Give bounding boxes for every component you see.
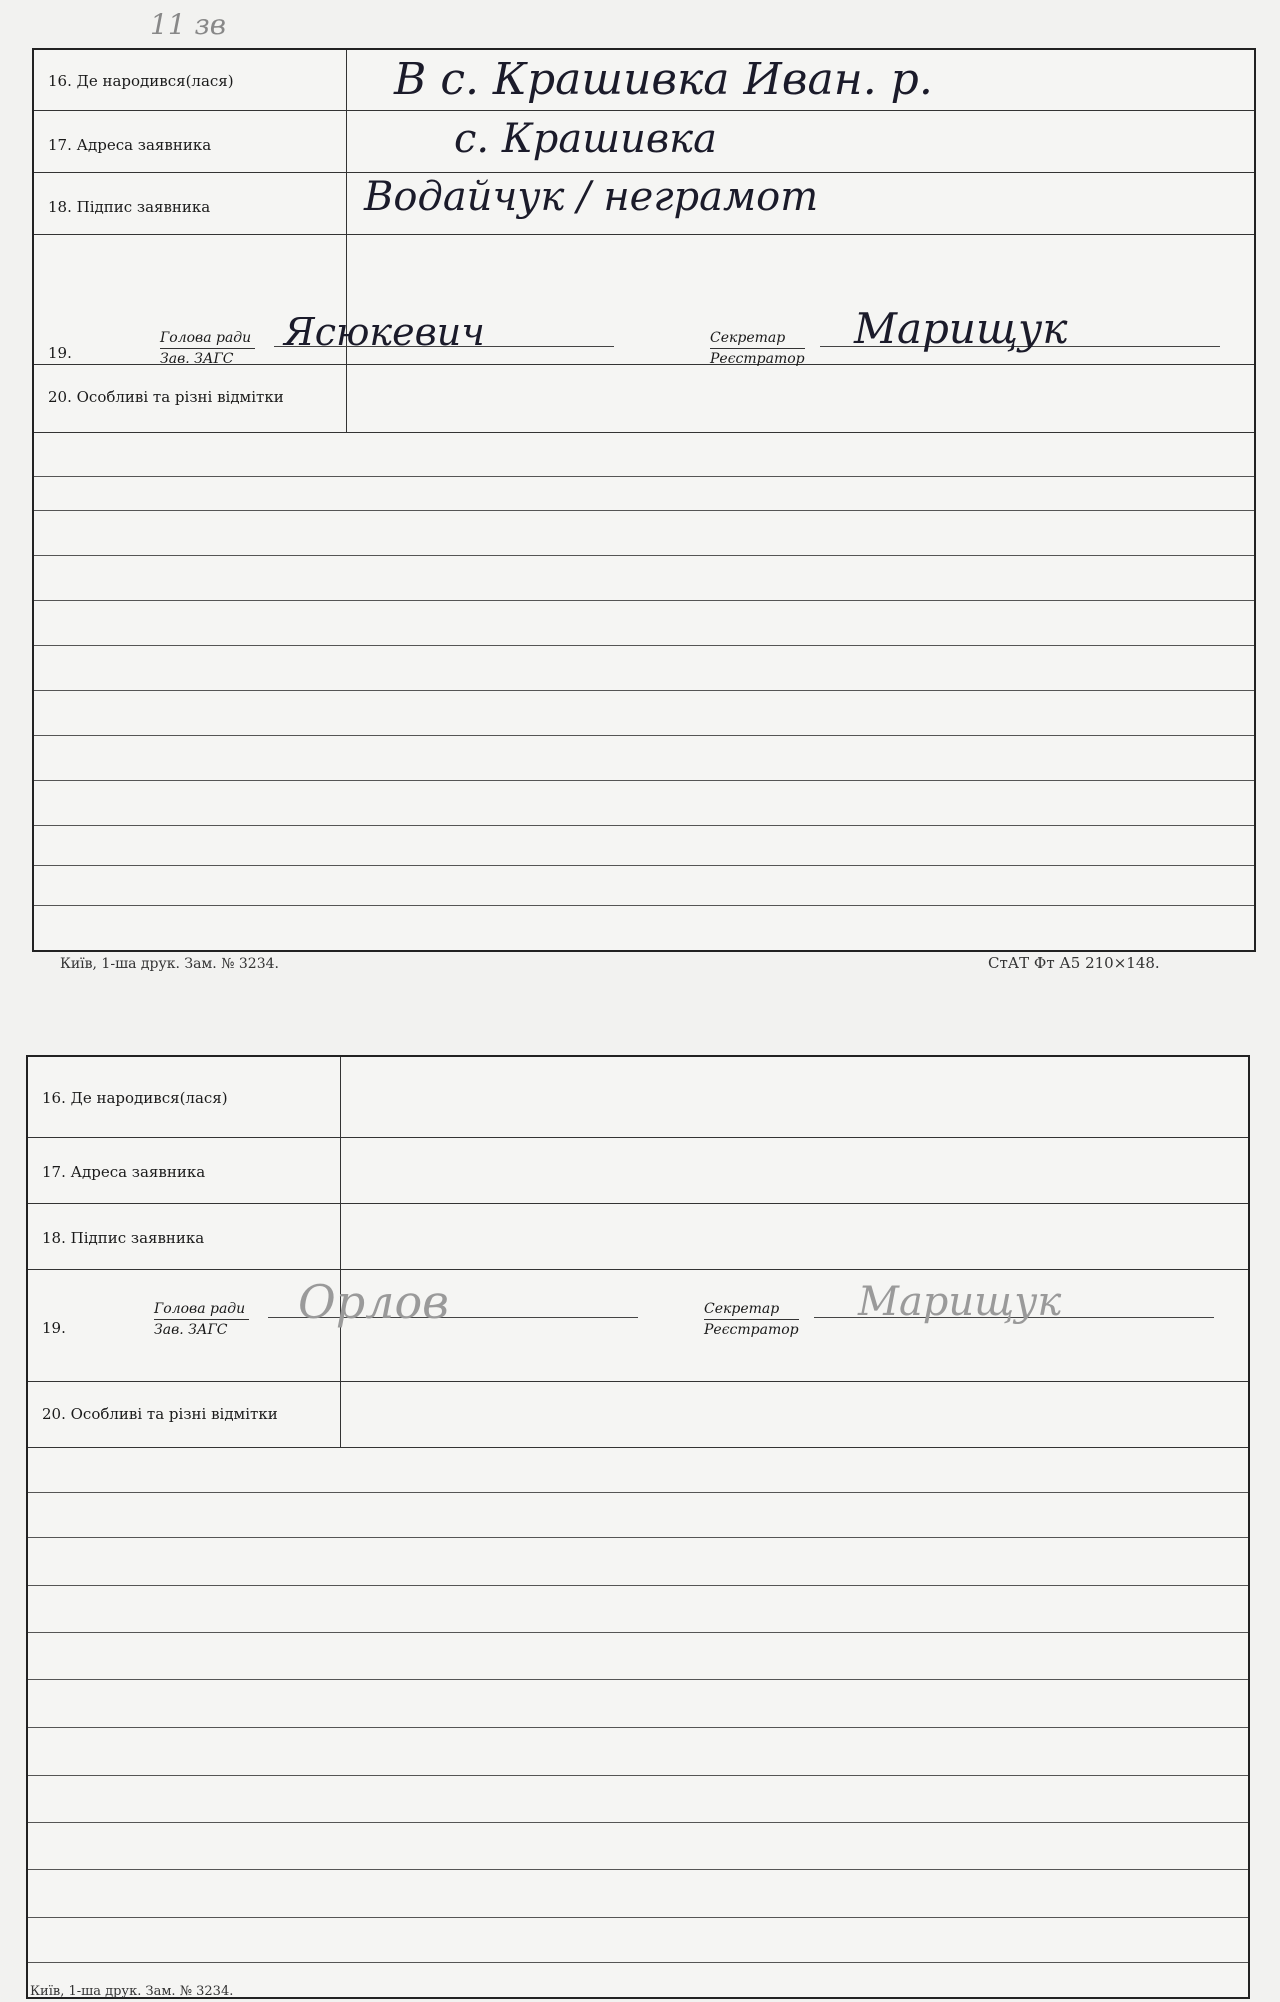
label-special-notes: 20. Особливі та різні відмітки bbox=[42, 1405, 278, 1423]
ruled-line bbox=[34, 510, 1254, 511]
row-birthplace bbox=[28, 1057, 1248, 1138]
ruled-line bbox=[34, 825, 1254, 826]
ruled-line bbox=[34, 600, 1254, 601]
ruled-line bbox=[28, 1822, 1248, 1823]
registry-form-bottom bbox=[26, 1055, 1250, 1999]
ruled-line bbox=[28, 1632, 1248, 1633]
ruled-line bbox=[28, 1585, 1248, 1586]
label-applicant-signature: 18. Підпис заявника bbox=[48, 198, 211, 216]
row-special-notes bbox=[34, 364, 1254, 433]
footer-printer-note: Київ, 1-ша друк. Зам. № 3234. bbox=[60, 956, 279, 972]
label-field-19: 19. bbox=[48, 344, 72, 362]
ruled-line bbox=[28, 1492, 1248, 1493]
corner-page-note: 11 зв bbox=[150, 8, 227, 41]
secretary-registrar-caption bbox=[704, 1299, 799, 1340]
ruled-line bbox=[28, 1962, 1248, 1963]
label-birthplace: 16. Де народився(лася) bbox=[48, 72, 234, 90]
ruled-line bbox=[34, 645, 1254, 646]
label-special-notes: 20. Особливі та різні відмітки bbox=[48, 388, 284, 406]
row-special-notes bbox=[28, 1381, 1248, 1448]
row-officials-signatures bbox=[28, 1269, 1248, 1382]
handwritten-head-signature: Орлов bbox=[298, 1275, 449, 1329]
handwritten-birthplace: В с. Крашивка Иван. р. bbox=[394, 54, 933, 105]
label-applicant-address: 17. Адреса заявника bbox=[48, 136, 212, 154]
ruled-line bbox=[34, 555, 1254, 556]
label-registrar: Реєстратор bbox=[704, 1322, 799, 1338]
label-council-head: Голова ради bbox=[154, 1299, 249, 1320]
ruled-line bbox=[34, 476, 1254, 477]
head-zags-caption bbox=[154, 1299, 249, 1340]
handwritten-applicant-signature: Водайчук / неграмот bbox=[364, 174, 819, 220]
label-council-head: Голова ради bbox=[160, 328, 255, 349]
label-birthplace: 16. Де народився(лася) bbox=[42, 1089, 228, 1107]
ruled-line bbox=[34, 905, 1254, 906]
label-field-19: 19. bbox=[42, 1319, 66, 1337]
label-secretary: Секретар bbox=[710, 328, 805, 349]
label-applicant-signature: 18. Підпис заявника bbox=[42, 1229, 205, 1247]
ruled-line bbox=[34, 865, 1254, 866]
row-birthplace bbox=[34, 50, 1254, 111]
footer-printer-note: Київ, 1-ша друк. Зам. № 3234. bbox=[30, 1984, 234, 1999]
footer-form-code: СтАТ Фт А5 210×148. bbox=[988, 954, 1160, 972]
ruled-line bbox=[28, 1775, 1248, 1776]
secretary-registrar-caption bbox=[710, 328, 805, 369]
handwritten-registrar-signature: Марищук bbox=[854, 304, 1068, 353]
ruled-line bbox=[28, 1679, 1248, 1680]
ruled-line bbox=[28, 1537, 1248, 1538]
ruled-line bbox=[34, 780, 1254, 781]
row-applicant-signature bbox=[34, 172, 1254, 235]
row-officials-signatures bbox=[34, 234, 1254, 365]
row-applicant-address bbox=[28, 1137, 1248, 1204]
ruled-line bbox=[28, 1869, 1248, 1870]
handwritten-head-signature: Ясюкевич bbox=[284, 310, 485, 354]
label-secretary: Секретар bbox=[704, 1299, 799, 1320]
label-applicant-address: 17. Адреса заявника bbox=[42, 1163, 206, 1181]
registry-form-top bbox=[32, 48, 1256, 952]
row-applicant-signature bbox=[28, 1203, 1248, 1270]
ruled-line bbox=[28, 1917, 1248, 1918]
head-zags-caption bbox=[160, 328, 255, 369]
ruled-line bbox=[28, 1727, 1248, 1728]
handwritten-registrar-signature: Марищук bbox=[858, 1279, 1062, 1325]
row-applicant-address bbox=[34, 110, 1254, 173]
label-registrar: Реєстратор bbox=[710, 351, 805, 367]
label-zags-head: Зав. ЗАГС bbox=[154, 1322, 228, 1338]
ruled-line bbox=[34, 690, 1254, 691]
label-zags-head: Зав. ЗАГС bbox=[160, 351, 234, 367]
handwritten-applicant-address: с. Крашивка bbox=[454, 116, 717, 162]
ruled-line bbox=[34, 735, 1254, 736]
